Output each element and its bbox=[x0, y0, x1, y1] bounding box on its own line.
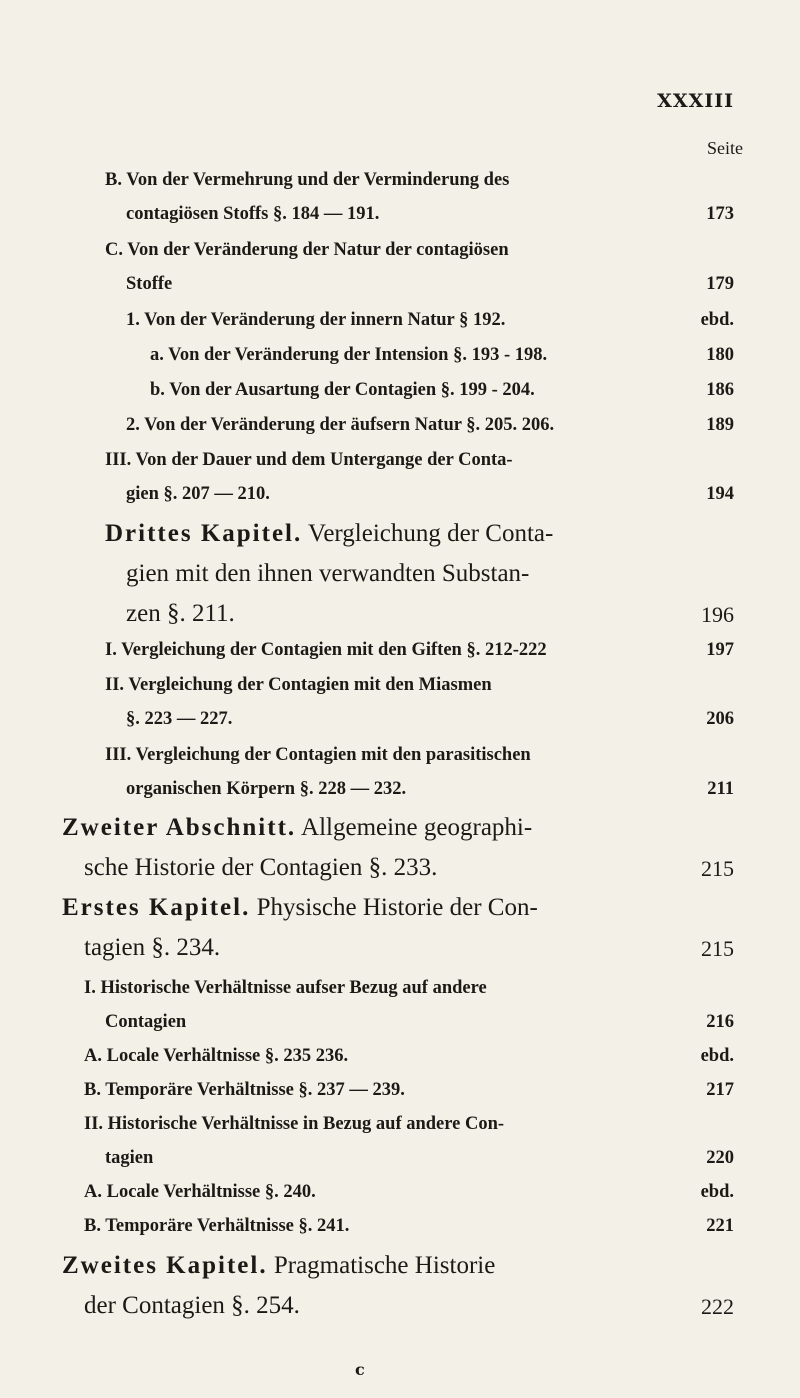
chapter-heading: Erstes Kapitel. bbox=[62, 894, 251, 921]
toc-page-number: 216 bbox=[706, 1012, 734, 1032]
toc-page-number: 180 bbox=[706, 345, 734, 365]
toc-entry-line: contagiösen Stoffs §. 184 — 191. bbox=[126, 204, 380, 224]
chapter-title: Physische Historie der Con- bbox=[256, 894, 538, 921]
toc-entry-line bbox=[62, 814, 532, 842]
toc-page-number: 196 bbox=[701, 602, 734, 627]
toc-entry-line: A. Locale Verhältnisse §. 240. bbox=[84, 1182, 316, 1202]
toc-entry-line: Contagien bbox=[105, 1012, 187, 1032]
toc-page-number: 222 bbox=[701, 1294, 734, 1319]
toc-entry-line: tagien bbox=[105, 1148, 154, 1168]
toc-page-number: 211 bbox=[707, 779, 734, 799]
toc-entry-line bbox=[62, 894, 538, 922]
toc-page-number: 221 bbox=[706, 1216, 734, 1236]
toc-entry-line: I. Vergleichung der Contagien mit den Giften §. 212-222 bbox=[105, 640, 547, 660]
toc-entry-line: b. Von der Ausartung der Contagien §. 199 - 204. bbox=[150, 380, 535, 400]
chapter-heading: Drittes Kapitel. bbox=[105, 520, 303, 547]
chapter-title: Vergleichung der Conta- bbox=[308, 520, 554, 547]
toc-entry-line: 2. Von der Veränderung der äufsern Natur §. 205. 206. bbox=[126, 415, 555, 435]
toc-entry-line bbox=[105, 520, 553, 548]
toc-page-number: 186 bbox=[706, 380, 734, 400]
toc-page-number: 217 bbox=[706, 1080, 734, 1100]
toc-page-number: 189 bbox=[706, 415, 734, 435]
toc-page-number: ebd. bbox=[700, 1182, 734, 1202]
toc-entry-line: III. Vergleichung der Contagien mit den parasitischen bbox=[105, 745, 531, 765]
toc-entry-line: tagien §. 234. bbox=[84, 934, 221, 961]
page-number: XXXIII bbox=[657, 90, 734, 112]
toc-page-number: 215 bbox=[701, 856, 734, 881]
toc-entry-line: gien §. 207 — 210. bbox=[126, 484, 270, 504]
section-heading: Zweiter Abschnitt. bbox=[62, 814, 297, 841]
toc-entry-line bbox=[62, 1252, 495, 1280]
printer-signature: c bbox=[355, 1360, 365, 1379]
toc-entry-line: C. Von der Veränderung der Natur der contagiösen bbox=[105, 240, 509, 260]
toc-page-number: 197 bbox=[706, 640, 734, 660]
seite-label: Seite bbox=[707, 138, 743, 158]
toc-page-number: ebd. bbox=[700, 1046, 734, 1066]
toc-entry-line: §. 223 — 227. bbox=[126, 709, 233, 729]
toc-entry-line: B. Von der Vermehrung und der Verminderung des bbox=[105, 170, 510, 190]
chapter-heading: Zweites Kapitel. bbox=[62, 1252, 268, 1279]
toc-page-number: 220 bbox=[706, 1148, 734, 1168]
toc-entry-line: A. Locale Verhältnisse §. 235 236. bbox=[84, 1046, 349, 1066]
toc-entry-line: zen §. 211. bbox=[126, 600, 235, 627]
toc-entry-line: sche Historie der Contagien §. 233. bbox=[84, 854, 438, 881]
toc-page-number: ebd. bbox=[700, 310, 734, 330]
toc-page-number: 215 bbox=[701, 936, 734, 961]
toc-page-number: 173 bbox=[706, 204, 734, 224]
toc-page-number: 206 bbox=[706, 709, 734, 729]
toc-entry-line: a. Von der Veränderung der Intension §. 193 - 198. bbox=[150, 345, 548, 365]
toc-entry-line: B. Temporäre Verhältnisse §. 241. bbox=[84, 1216, 350, 1236]
toc-entry-line: III. Von der Dauer und dem Untergange der Conta- bbox=[105, 450, 513, 470]
toc-entry-line: der Contagien §. 254. bbox=[84, 1292, 300, 1319]
toc-entry-line: 1. Von der Veränderung der innern Natur § 192. bbox=[126, 310, 506, 330]
toc-entry-line: I. Historische Verhältnisse aufser Bezug auf andere bbox=[84, 978, 487, 998]
toc-page-number: 179 bbox=[706, 274, 734, 294]
toc-entry-line: organischen Körpern §. 228 — 232. bbox=[126, 779, 407, 799]
toc-entry-line: gien mit den ihnen verwandten Substan- bbox=[126, 560, 530, 587]
section-title: Allgemeine geographi- bbox=[301, 814, 533, 841]
toc-entry-line: II. Historische Verhältnisse in Bezug auf andere Con- bbox=[84, 1114, 505, 1134]
toc-entry-line: B. Temporäre Verhältnisse §. 237 — 239. bbox=[84, 1080, 405, 1100]
toc-page-number: 194 bbox=[706, 484, 734, 504]
chapter-title: Pragmatische Historie bbox=[273, 1252, 496, 1279]
toc-entry-line: II. Vergleichung der Contagien mit den Miasmen bbox=[105, 675, 492, 695]
toc-entry-line: Stoffe bbox=[126, 274, 173, 294]
